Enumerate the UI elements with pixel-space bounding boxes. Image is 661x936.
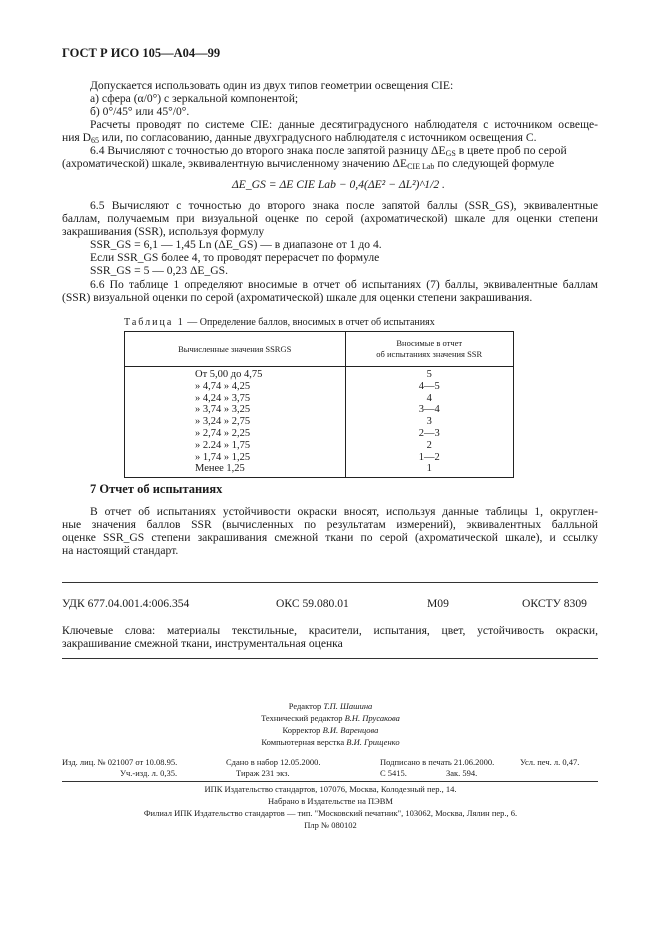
section-7-title: 7 Отчет об испытаниях xyxy=(90,482,223,496)
p65-line-2: баллам, получаемым при визуальной оценке по серой (ахроматической) шкале для оценки степени xyxy=(62,212,598,225)
table-cell-reported: 5 xyxy=(426,369,432,380)
imprint-c-number: С 5415. xyxy=(380,768,407,778)
p64-line-1: 6.4 Вычисляют с точностью до второго знака после запятой разницу $\Delta E_{GS}$ в цвете проб по серой xyxy=(90,144,567,158)
p65-line-6: SSR_GS = 5 — 0,23 ΔE_GS. xyxy=(90,264,229,277)
imprint-edition-sheets: Уч.-изд. л. 0,35. xyxy=(120,768,178,778)
table-cell-reported: 4—5 xyxy=(418,380,440,392)
credit-corrector: Корректор В.И. Варенцова xyxy=(282,725,379,735)
intro-line-5: ния $D_{65}$ или, по согласованию, данные двухградусного наблюдателя с источником освещения С. xyxy=(62,131,537,145)
table-cell-computed: » 3,24 » 2,75 xyxy=(195,416,251,428)
table-cell-reported: 1—2 xyxy=(418,451,440,463)
table-cell-reported: 2 xyxy=(426,439,432,451)
table-cell-computed: » 4,74 » 4,25 xyxy=(195,380,251,392)
table-col-reported xyxy=(345,367,513,478)
table-cell-reported: 3—4 xyxy=(418,404,440,416)
section-7-line-2: ные значения баллов SSR (вычисленных по результатам измерений), эквивалентных балльной xyxy=(62,518,598,531)
udk-code: УДК 677.04.001.4:006.354 xyxy=(62,597,190,610)
imprint-order: Зак. 594. xyxy=(446,768,478,778)
intro-line-2: а) сфера (α/0°) с зеркальной компонентой; xyxy=(90,92,299,105)
scores-table xyxy=(124,331,514,478)
p66-line-2: (SSR) визуальной оценки по серой (ахроматической) шкале для оценки степени закрашивания. xyxy=(62,291,533,304)
divider-imprint xyxy=(62,781,598,782)
table-caption: Таблица 1 — Определение баллов, вносимых в отчет об испытаниях xyxy=(124,317,435,328)
table-cell-reported: 3 xyxy=(426,416,432,428)
table-cell-computed: » 2,74 » 2,25 xyxy=(195,427,251,439)
keywords-line-2: закрашивание смежной ткани, инструментальная оценка xyxy=(62,637,343,650)
divider-top xyxy=(62,582,598,583)
m-code: М09 xyxy=(427,597,449,610)
table-cell-computed: Менее 1,25 xyxy=(195,463,245,475)
table-cell-computed: » 1,74 » 1,25 xyxy=(195,451,251,463)
imprint-license: Изд. лиц. № 021007 от 10.08.95. xyxy=(62,757,178,767)
publisher-line-3: Филиал ИПК Издательство стандартов — тип. "Московский печатник", 103062, Москва, Лялин пер., 6. xyxy=(143,808,518,818)
table-cell-computed: От 5,00 до 4,75 xyxy=(195,369,263,380)
p65-line-1: 6.5 Вычисляют с точностью до второго знака после запятой баллы (SSR_GS), эквивалентные xyxy=(90,199,598,212)
p65-line-5: Если SSR_GS более 4, то проводят перерасчет по формуле xyxy=(90,251,380,264)
table-cell-computed: » 3,74 » 3,25 xyxy=(195,404,251,416)
p66-line-1: 6.6 По таблице 1 определяют вносимые в отчет об испытаниях (7) баллы, эквивалентные баллам xyxy=(90,278,598,291)
table-cell-computed: » 2.24 » 1,75 xyxy=(195,439,251,451)
imprint-signed: Подписано в печать 21.06.2000. xyxy=(380,757,495,767)
imprint-print-sheets: Усл. печ. л. 0,47. xyxy=(520,757,580,767)
p64-line-2: (ахроматической) шкале, эквивалентную вычисленному значению $\Delta E_{CIE Lab}$ по следующей формуле xyxy=(62,157,555,171)
publisher-line-1: ИПК Издательство стандартов, 107076, Москва, Колодезный пер., 14. xyxy=(204,784,457,794)
intro-line-4: Расчеты проводят по системе CIE: данные десятиградусного наблюдателя с источником освеще- xyxy=(90,118,598,131)
table-cell-computed: » 4,24 » 3,75 xyxy=(195,392,251,404)
table-header-computed: Вычисленные значения SSRGS xyxy=(125,332,346,367)
imprint-typeset: Сдано в набор 12.05.2000. xyxy=(226,757,321,767)
p65-line-3: закрашивания (SSR), используя формулу xyxy=(62,225,265,238)
table-cell-reported: 1 xyxy=(426,463,432,475)
intro-line-1: Допускается использовать один из двух типов геометрии освещения CIE: xyxy=(90,79,454,92)
publisher-line-2: Набрано в Издательстве на ПЭВМ xyxy=(268,796,393,806)
p65-line-4: SSR_GS = 6,1 — 1,45 Ln (ΔE_GS) — в диапазоне от 1 до 4. xyxy=(90,238,382,251)
section-7-line-1: В отчет об испытаниях устойчивости окраски вносят, используя данные таблицы 1, округлен- xyxy=(90,505,598,518)
table-header-reported: Вносимые в отчет об испытаниях значения SSR xyxy=(345,332,513,367)
section-7-line-4: на настоящий стандарт. xyxy=(62,544,179,557)
p64-formula: ΔE_GS = ΔE CIE Lab − 0,4(ΔE² − ΔL²)^1/2 . xyxy=(232,178,445,191)
table-cell-reported: 4 xyxy=(426,392,432,404)
standard-header: ГОСТ Р ИСО 105—А04—99 xyxy=(62,46,221,60)
intro-line-3: б) 0°/45° или 45°/0°. xyxy=(90,105,190,118)
okstu-code: ОКСТУ 8309 xyxy=(522,597,587,610)
section-7-line-3: оценке SSR_GS степени закрашивания смежной ткани по серой (ахроматической шкале), и ссылку xyxy=(62,531,598,544)
credit-editor: Редактор Т.П. Шашина xyxy=(288,701,373,711)
oks-code: ОКС 59.080.01 xyxy=(276,597,349,610)
credit-layout: Компьютерная верстка В.И. Грищенко xyxy=(261,737,400,747)
divider-bottom xyxy=(62,658,598,659)
keywords-line-1: Ключевые слова: материалы текстильные, красители, испытания, цвет, устойчивость окраски, xyxy=(62,624,598,637)
table-col-computed xyxy=(125,367,346,478)
publisher-line-4: Плр № 080102 xyxy=(304,820,357,830)
imprint-circulation: Тираж 231 экз. xyxy=(236,768,290,778)
table-cell-reported: 2—3 xyxy=(418,427,440,439)
credit-tech-editor: Технический редактор В.Н. Прусакова xyxy=(261,713,400,723)
